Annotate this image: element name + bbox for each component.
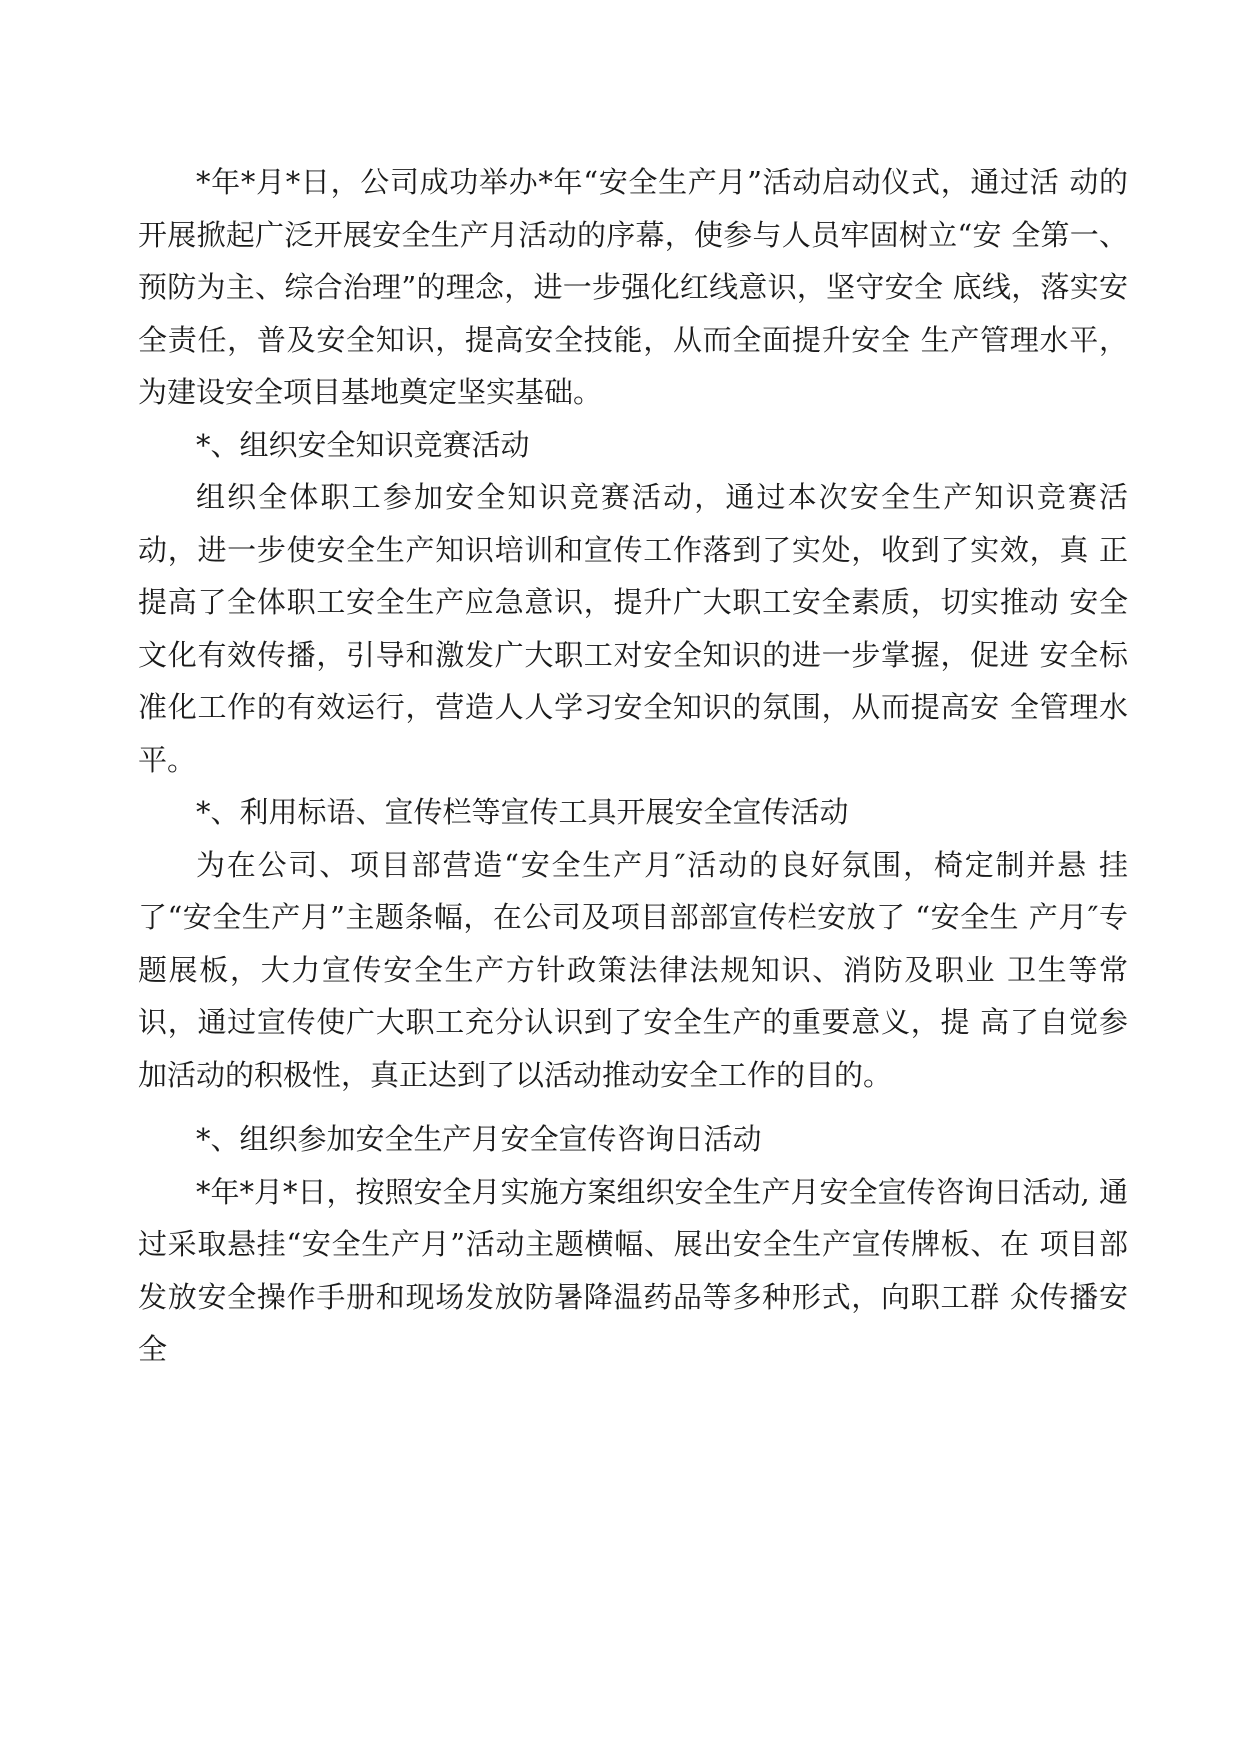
paragraph-consultation-day: *年*月*日，按照安全月实施方案组织安全生产月安全宣传咨询日活动, 通过采取悬挂“安全生产月”活动主题横幅、展出安全生产宣传牌板、在 项目部发放安全操作手册和现场发放防暑降温药品等多种形式，向职工群 众传播安全 [138, 1174, 1128, 1366]
document-body [138, 156, 1128, 1376]
paragraph-slogans-boards: 为在公司、项目部营造“安全生产月″活动的良好氛围，椅定制并悬 挂了“安全生产月”主题条幅，在公司及项目部部宣传栏安放了 “安全生 产月″专题展板，大力宣传安全生产方针政策法律法规知识、消防及职业 卫生等常识，通过宣传使广大职工充分认识到了安全生产的重要意义，提 高了自觉参加活动的积极性，真正达到了以活动推动安全工作的目的。 [138, 847, 1128, 1092]
paragraph-launch-ceremony: *年*月*日，公司成功举办*年“安全生产月”活动启动仪式，通过活 动的开展掀起广泛开展安全生产月活动的序幕，使参与人员牢固树立“安 全第一、预防为主、综合治理”的理念，进一步强化红线意识，坚守安全 底线，落实安全责任，普及安全知识，提高安全技能，从而全面提升安全 生产管理水平，为建设安全项目基地奠定坚实基础。 [138, 165, 1128, 409]
paragraph-knowledge-contest: 组织全体职工参加安全知识竞赛活动，通过本次安全生产知识竞赛活 动，进一步使安全生产知识培训和宣传工作落到了实处，收到了实效，真 正提高了全体职工安全生产应急意识，提升广大职工安全素质，切实推动 安全文化有效传播，引导和激发广大职工对安全知识的进一步掌握，促进 安全标准化工作的有效运行，营造人人学习安全知识的氛围，从而提高安 全管理水平。 [138, 480, 1128, 777]
section-heading-consultation-day: *、组织参加安全生产月安全宣传咨询日活动 [196, 1122, 762, 1156]
paragraph-spacer [138, 1101, 1128, 1113]
section-heading-knowledge-contest: *、组织安全知识竞赛活动 [196, 427, 530, 462]
section-heading-slogans-boards: *、利用标语、宣传栏等宣传工具开展安全宣传活动 [196, 795, 849, 829]
